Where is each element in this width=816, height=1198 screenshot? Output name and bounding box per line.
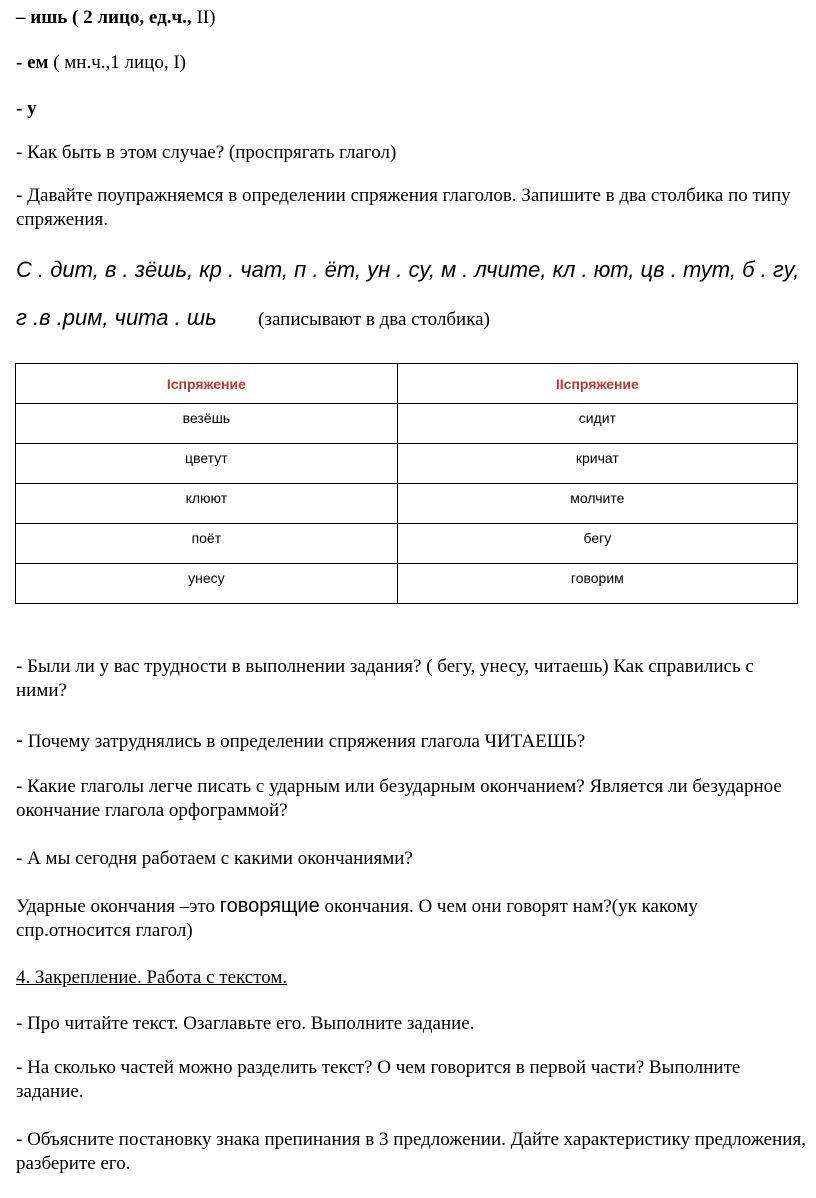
table-cell: клюют [16, 484, 398, 524]
question-chitaesh-line [16, 729, 585, 754]
table-cell: везёшь [16, 404, 398, 444]
question-endings: - А мы сегодня работаем с какими окончаниями? [16, 848, 413, 869]
table-cell: сидит [397, 404, 797, 444]
ending-ish-conj: II) [191, 7, 216, 28]
table-cell: молчите [397, 484, 797, 524]
conjugation-table [15, 363, 798, 604]
table-row [16, 564, 798, 604]
table-cell: кричат [397, 444, 797, 484]
question-difficulties: - Были ли у вас трудности в выполнении задания? ( бегу, унесу, читаешь) Как справились с ними? [16, 656, 754, 701]
ending-ish-text: – ишь ( 2 лицо, ед.ч., [16, 7, 192, 28]
table-header-row [16, 364, 798, 404]
table-row [16, 524, 798, 564]
exercise-words-2: г .в .рим, чита . шь [16, 305, 217, 330]
question-chitaesh: Почему затруднялись в определении спряжения глагола ЧИТАЕШЬ? [23, 731, 586, 752]
ending-em-line [16, 51, 186, 75]
exercise-instruction: - Давайте поупражняемся в определении спряжения глаголов. Запишите в два столбика по типу спряжения. [16, 185, 791, 230]
table-cell: говорим [397, 564, 797, 604]
exercise-note: (записывают в два столбика) [258, 309, 490, 330]
ending-ish-line [16, 6, 215, 30]
task-parts: - На сколько частей можно разделить текст? О чем говорится в первой части? Выполните задание. [16, 1057, 741, 1102]
question-dash: - [16, 729, 23, 752]
table-cell: поёт [16, 524, 398, 564]
ending-em-detail: ( мн.ч.,1 лицо, I) [48, 52, 186, 73]
stressed-text-a: Ударные окончания –это [16, 896, 220, 917]
header-conj-1: Iспряжение [16, 364, 398, 404]
table-cell: цветут [16, 444, 398, 484]
stressed-text-emph: говорящие [219, 895, 320, 917]
task-read-text: - Про читайте текст. Озаглавьте его. Выполните задание. [16, 1013, 475, 1034]
table-cell: унесу [16, 564, 398, 604]
exercise-words-2-line [16, 306, 490, 332]
stressed-endings-paragraph [16, 894, 806, 943]
question-stressed: - Какие глаголы легче писать с ударным или безударным окончанием? Является ли безударное окончание глагола орфограммой? [16, 776, 782, 821]
table-row [16, 444, 798, 484]
stressed-text-c: окончания. О чем они говорят нам?(ук какому спр.относится глагол) [16, 896, 698, 941]
question-line-1: - Как быть в этом случае? (проспрягать глагол) [16, 142, 397, 163]
table-row [16, 484, 798, 524]
table-row [16, 404, 798, 444]
exercise-words-1: С . дит, в . зёшь, кр . чат, п . ёт, ун . су, м . лчите, кл . ют, цв . тут, б . гу, [16, 257, 800, 282]
task-punctuation: - Объясните постановку знака препинания в 3 предложении. Дайте характеристику предложения, разберите его. [16, 1129, 806, 1174]
section-heading: 4. Закрепление. Работа с текстом. [16, 967, 288, 988]
table-cell: бегу [397, 524, 797, 564]
ending-em-text: - ем [16, 52, 49, 73]
ending-u-line: - у [16, 98, 37, 119]
header-conj-2: IIспряжение [397, 364, 797, 404]
